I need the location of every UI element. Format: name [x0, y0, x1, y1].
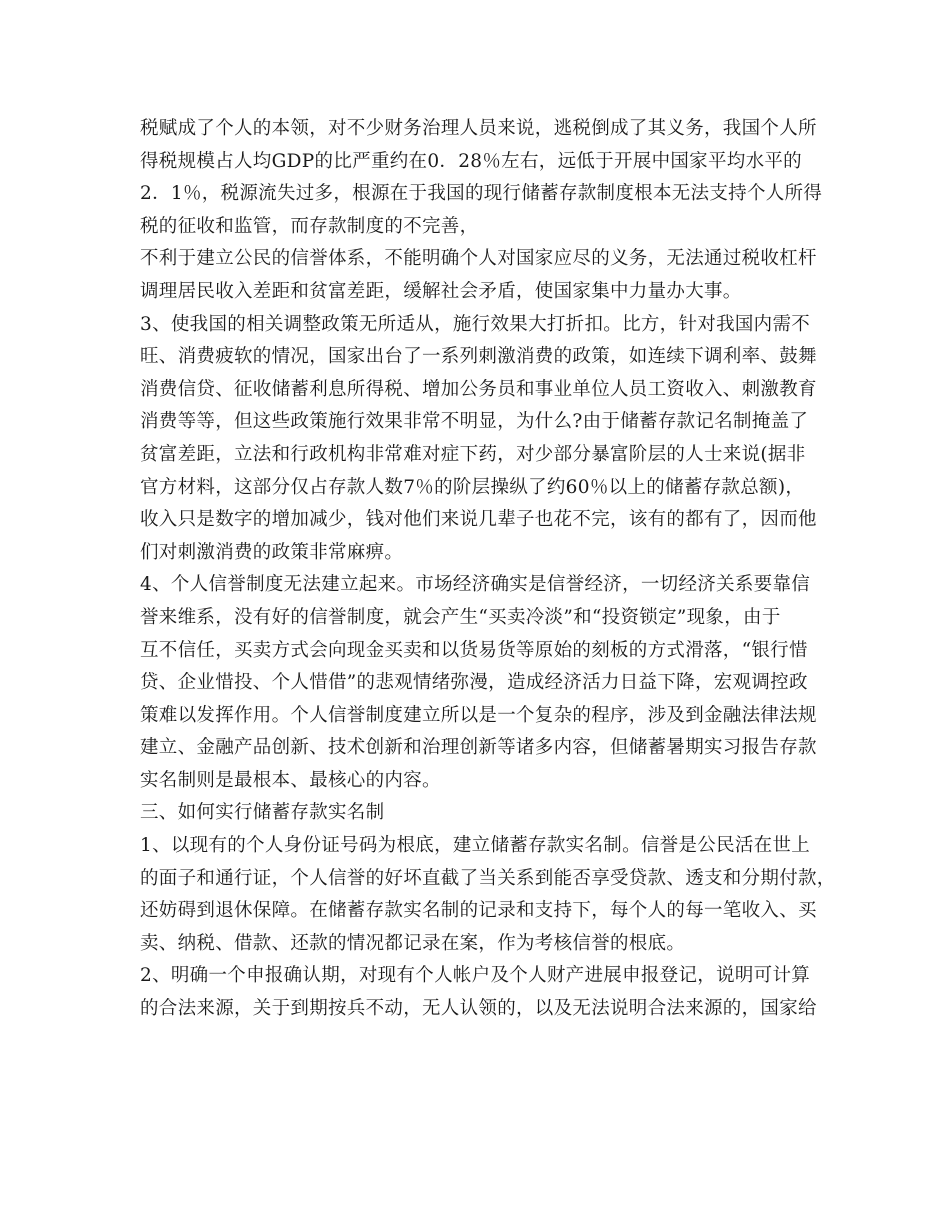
text-line: 调理居民收入差距和贫富差距，缓解社会矛盾，使国家集中力量办大事。 — [140, 280, 742, 302]
text-line: 税赋成了个人的本领，对不少财务治理人员来说，逃税倒成了其义务，我国个人所 — [140, 118, 817, 139]
text-line: 誉来维系，没有好的信誉制度，就会产生“买卖冷淡”和“投资锁定”现象，由于 — [140, 606, 781, 628]
text-line: 贷、企业惜投、个人惜借”的悲观情绪弥漫，造成经济活力日益下降，宏观调控政 — [140, 672, 808, 694]
text-line: 2、明确一个申报确认期，对现有个人帐户及个人财产进展申报登记，说明可计算 — [140, 965, 811, 987]
text-line: 收入只是数字的增加减少，钱对他们来说几辈子也花不完，该有的都有了，因而他 — [140, 509, 817, 531]
text-line: 贫富差距，立法和行政机构非常难对症下药，对少部分暴富阶层的人士来说(据非 — [140, 443, 806, 465]
text-line: 的合法来源，关于到期按兵不动，无人认领的，以及无法说明合法来源的，国家给 — [140, 998, 817, 1020]
text-line: 2．1％，税源流失过多，根源在于我国的现行储蓄存款制度根本无法支持个人所得 — [140, 183, 823, 205]
text-line: 1、以现有的个人身份证号码为根底，建立储蓄存款实名制。信誉是公民活在世上 — [140, 835, 811, 857]
text-line: 实名制则是最根本、最核心的内容。 — [140, 769, 441, 791]
text-line: 还妨碍到退休保障。在储蓄存款实名制的记录和支持下，每个人的每一笔收入、买 — [140, 900, 817, 922]
text-line: 消费等等，但这些政策施行效果非常不明显，为什么?由于储蓄存款记名制掩盖了 — [140, 411, 809, 433]
text-line: 互不信任，买卖方式会向现金买卖和以货易货等原始的刻板的方式滑落，“银行惜 — [140, 639, 808, 661]
body-text — [140, 113, 836, 1026]
text-line: 旺、消费疲软的情况，国家出台了一系列刺激消费的政策，如连续下调利率、鼓舞 — [140, 346, 817, 368]
text-line: 建立、金融产品创新、技术创新和治理创新等诸多内容，但储蓄暑期实习报告存款 — [140, 737, 817, 759]
text-line: 不利于建立公民的信誉体系，不能明确个人对国家应尽的义务，无法通过税收杠杆 — [140, 248, 817, 270]
text-line: 税的征收和监管，而存款制度的不完善， — [140, 215, 479, 237]
text-line: 官方材料，这部分仅占存款人数7％的阶层操纵了约60％以上的储蓄存款总额)， — [140, 476, 805, 498]
text-line: 3、使我国的相关调整政策无所适从，施行效果大打折扣。比方，针对我国内需不 — [140, 313, 811, 335]
text-line: 策难以发挥作用。个人信誉制度建立所以是一个复杂的程序，涉及到金融法律法规 — [140, 704, 817, 726]
text-line: 的面子和通行证，个人信誉的好坏直截了当关系到能否享受贷款、透支和分期付款， — [140, 867, 836, 889]
text-line: 们对刺激消费的政策非常麻痹。 — [140, 541, 404, 563]
text-line: 得税规模占人均GDP的比严重约在0．28％左右，远低于开展中国家平均水平的 — [140, 150, 802, 172]
section-heading: 三、如何实行储蓄存款实名制 — [140, 802, 385, 824]
text-line: 卖、纳税、借款、还款的情况都记录在案，作为考核信誉的根底。 — [140, 932, 686, 954]
text-line: 消费信贷、征收储蓄利息所得税、增加公务员和事业单位人员工资收入、刺激教育 — [140, 378, 817, 400]
text-line: 4、个人信誉制度无法建立起来。市场经济确实是信誉经济，一切经济关系要靠信 — [140, 574, 811, 596]
